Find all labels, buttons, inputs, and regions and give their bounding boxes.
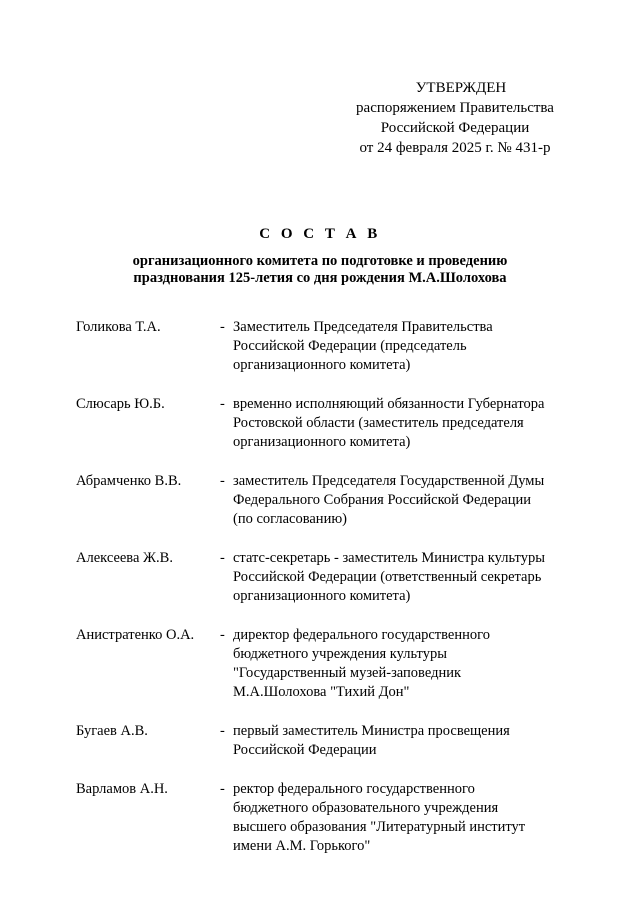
member-dash: -	[220, 550, 225, 566]
position-line: Российской Федерации (председатель	[233, 338, 467, 354]
position-line: Российской Федерации (ответственный секретарь	[233, 569, 542, 585]
position-line: организационного комитета)	[233, 357, 411, 373]
member-dash: -	[220, 319, 225, 335]
document-heading	[60, 224, 580, 287]
position-line: первый заместитель Министра просвещения	[233, 723, 510, 739]
position-line: ректор федерального государственного	[233, 781, 475, 797]
member-dash: -	[220, 473, 225, 489]
member-dash: -	[220, 396, 225, 412]
members-list	[76, 318, 576, 856]
position-line: временно исполняющий обязанности Губернатора	[233, 396, 545, 412]
document-subtitle	[60, 253, 580, 287]
member-dash: -	[220, 781, 225, 797]
position-line: (по согласованию)	[233, 511, 347, 527]
member-dash: -	[220, 723, 225, 739]
document-title: С О С Т А В	[259, 226, 381, 242]
position-line: Ростовской области (заместитель председателя	[233, 415, 524, 431]
position-line: Российской Федерации	[233, 742, 377, 758]
approval-line: распоряжением Правительства	[356, 100, 554, 116]
subtitle-line: организационного комитета по подготовке и проведению	[132, 253, 508, 269]
position-line: М.А.Шолохова "Тихий Дон"	[233, 684, 410, 700]
member-position	[233, 722, 573, 760]
member-position	[233, 472, 573, 529]
approval-line: от 24 февраля 2025 г. № 431-р	[359, 140, 551, 156]
member-entry	[76, 318, 576, 375]
member-name: Слюсарь Ю.Б.	[76, 396, 165, 412]
position-line: бюджетного учреждения культуры	[233, 646, 447, 662]
member-entry	[76, 472, 576, 529]
subtitle-line: празднования 125-летия со дня рождения М.А.Шолохова	[133, 270, 507, 286]
approval-stamp: УТВЕРЖДЕН	[415, 80, 507, 96]
position-line: организационного комитета)	[233, 434, 411, 450]
member-entry	[76, 780, 576, 856]
member-name: Абрамченко В.В.	[76, 473, 182, 489]
member-position	[233, 549, 573, 606]
approval-block	[340, 78, 570, 158]
member-position	[233, 626, 573, 702]
member-dash: -	[220, 627, 225, 643]
position-line: директор федерального государственного	[233, 627, 490, 643]
member-position	[233, 318, 573, 375]
member-name: Бугаев А.В.	[76, 723, 148, 739]
position-line: высшего образования "Литературный институт	[233, 819, 526, 835]
member-position	[233, 780, 573, 856]
member-position	[233, 395, 573, 452]
position-line: заместитель Председателя Государственной Думы	[233, 473, 545, 489]
position-line: имени А.М. Горького"	[233, 838, 371, 854]
member-name: Анистратенко О.А.	[76, 627, 195, 643]
position-line: организационного комитета)	[233, 588, 411, 604]
position-line: Заместитель Председателя Правительства	[233, 319, 493, 335]
position-line: бюджетного образовательного учреждения	[233, 800, 499, 816]
member-name: Алексеева Ж.В.	[76, 550, 173, 566]
position-line: Федерального Собрания Российской Федерации	[233, 492, 532, 508]
member-entry	[76, 395, 576, 452]
position-line: статс-секретарь - заместитель Министра культуры	[233, 550, 545, 566]
member-entry	[76, 626, 576, 702]
approval-line: Российской Федерации	[380, 120, 530, 136]
member-name: Голикова Т.А.	[76, 319, 161, 335]
position-line: "Государственный музей-заповедник	[233, 665, 462, 681]
member-name: Варламов А.Н.	[76, 781, 168, 797]
member-entry	[76, 549, 576, 606]
member-entry	[76, 722, 576, 760]
